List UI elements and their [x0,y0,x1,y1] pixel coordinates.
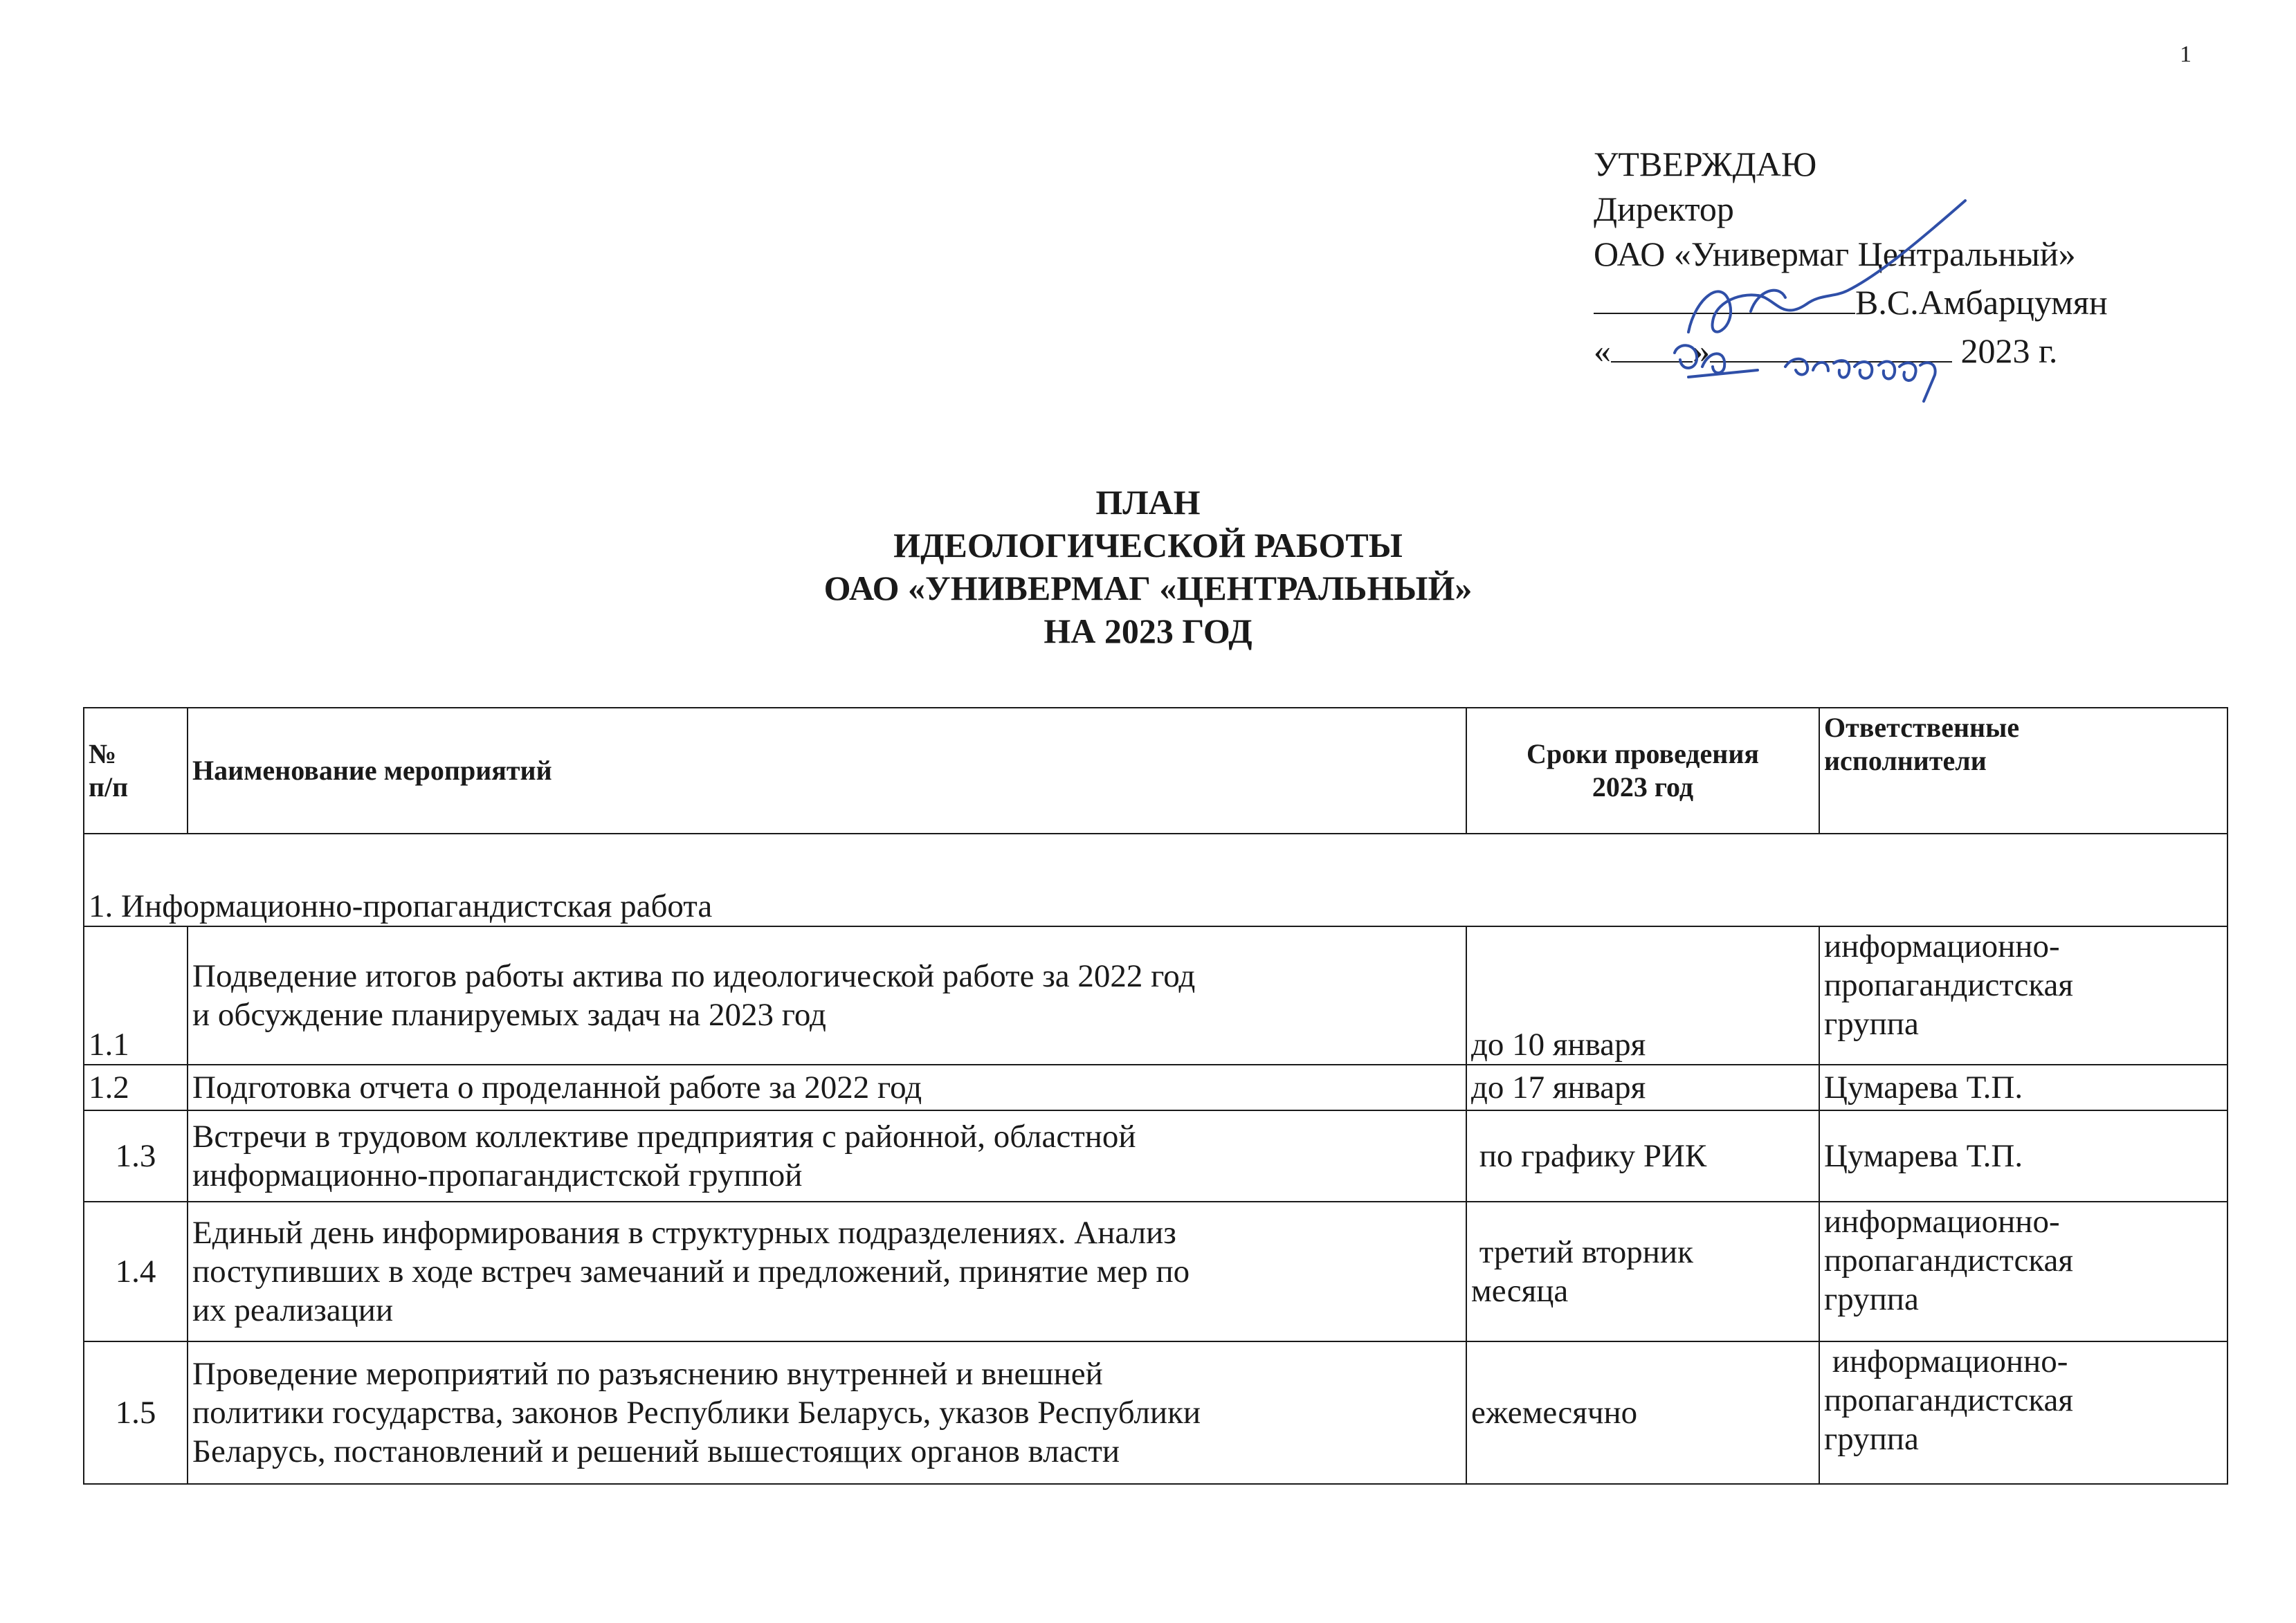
section-title: 1. Информационно-пропагандистская работа [84,834,2227,926]
approval-organization: ОАО «Универмаг Центральный» [1594,235,2076,273]
row-responsible: информационно- пропагандистская группа [1819,926,2227,1065]
table-row [84,1341,2227,1484]
table-row [84,1110,2227,1202]
page-number: 1 [2180,42,2192,67]
approval-block [1594,142,2108,374]
section-row [84,834,2227,926]
date-month-blank [1710,325,1952,363]
row-name: Проведение мероприятий по разъяснению внутренней и внешней политики государства, законов Республики Беларусь, указов Республики Беларусь, постановлений и решений вышестоящих органов власти [188,1341,1466,1484]
row-name: Единый день информирования в структурных подразделениях. Анализ поступивших в ходе встреч замечаний и предложений, принятие мер по их реализации [188,1202,1466,1341]
row-responsible: информационно- пропагандистская группа [1819,1341,2227,1484]
title-line-2: ИДЕОЛОГИЧЕСКОЙ РАБОТЫ [893,526,1403,565]
row-responsible: Цумарева Т.П. [1819,1065,2227,1110]
row-date: третий вторник месяца [1466,1202,1819,1341]
approval-year: 2023 г. [1960,331,2058,370]
approval-heading: УТВЕРЖДАЮ [1594,145,1817,183]
row-num: 1.4 [84,1202,188,1341]
row-name: Подведение итогов работы актива по идеологической работе за 2022 год и обсуждение планируемых задач на 2023 год [188,926,1466,1065]
signature-blank [1594,277,1855,314]
header-dates: Сроки проведения 2023 год [1466,708,1819,834]
table-row [84,1202,2227,1341]
title-line-4: НА 2023 ГОД [1044,612,1252,650]
row-date: до 17 января [1466,1065,1819,1110]
row-num: 1.3 [84,1110,188,1202]
approval-signature-line [1594,277,2108,325]
row-date: до 10 января [1466,926,1819,1065]
table-row [84,926,2227,1065]
row-name: Встречи в трудовом коллективе предприятия с районной, областной информационно-пропагандистской группой [188,1110,1466,1202]
approval-position: Директор [1594,190,1734,228]
header-responsible: Ответственные исполнители [1819,708,2227,834]
table-header-row [84,708,2227,834]
row-responsible: информационно- пропагандистская группа [1819,1202,2227,1341]
row-name: Подготовка отчета о проделанной работе за 2022 год [188,1065,1466,1110]
table-row [84,1065,2227,1110]
document-title [0,481,2296,652]
title-line-1: ПЛАН [1095,483,1201,522]
row-num: 1.1 [84,926,188,1065]
header-name: Наименование мероприятий [188,708,1466,834]
date-day-blank [1611,325,1693,363]
row-responsible: Цумарева Т.П. [1819,1110,2227,1202]
title-line-3: ОАО «УНИВЕРМАГ «ЦЕНТРАЛЬНЫЙ» [823,569,1473,607]
header-num: № п/п [84,708,188,834]
approval-signer: В.С.Амбарцумян [1855,283,2108,322]
row-date: по графику РИК [1466,1110,1819,1202]
approval-date-line: « » 2023 г. [1594,325,2108,374]
row-num: 1.5 [84,1341,188,1484]
row-date: ежемесячно [1466,1341,1819,1484]
row-num: 1.2 [84,1065,188,1110]
plan-table [83,707,2228,1485]
